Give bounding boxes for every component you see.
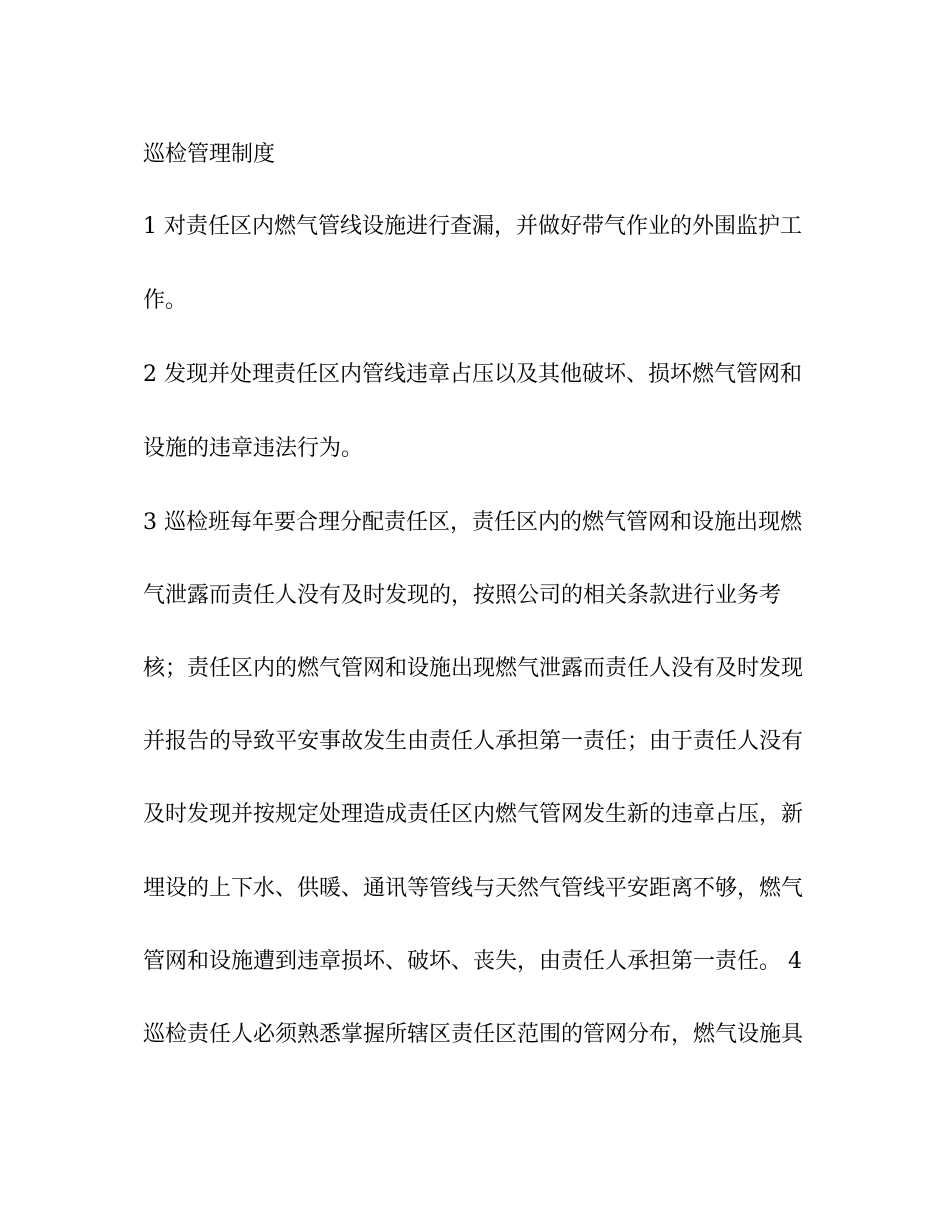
paragraph-line: 设施的违章违法行为。 <box>143 436 364 461</box>
paragraph-line: 及时发现并按规定处理造成责任区内燃气管网发生新的违章占压，新 <box>143 802 804 827</box>
paragraph-line: 1 对责任区内燃气管线设施进行查漏，并做好带气作业的外围监护工 <box>143 214 802 239</box>
document-title: 巡检管理制度 <box>143 142 276 167</box>
paragraph-line: 作。 <box>143 288 188 313</box>
paragraph-line: 3 巡检班每年要合理分配责任区，责任区内的燃气管网和设施出现燃 <box>143 510 802 535</box>
paragraph-line: 2 发现并处理责任区内管线违章占压以及其他破坏、损坏燃气管网和 <box>143 362 802 387</box>
paragraph-line: 核；责任区内的燃气管网和设施出现燃气泄露而责任人没有及时发现 <box>143 656 804 681</box>
paragraph-line: 管网和设施遭到违章损坏、破坏、丧失，由责任人承担第一责任。 4 <box>143 949 802 974</box>
paragraph-line: 埋设的上下水、供暖、通讯等管线与天然气管线平安距离不够，燃气 <box>143 876 804 901</box>
paragraph-line: 巡检责任人必须熟悉掌握所辖区责任区范围的管网分布，燃气设施具 <box>143 1022 804 1047</box>
paragraph-line: 气泄露而责任人没有及时发现的，按照公司的相关条款进行业务考 <box>143 583 782 608</box>
paragraph-line: 并报告的导致平安事故发生由责任人承担第一责任；由于责任人没有 <box>143 729 804 754</box>
